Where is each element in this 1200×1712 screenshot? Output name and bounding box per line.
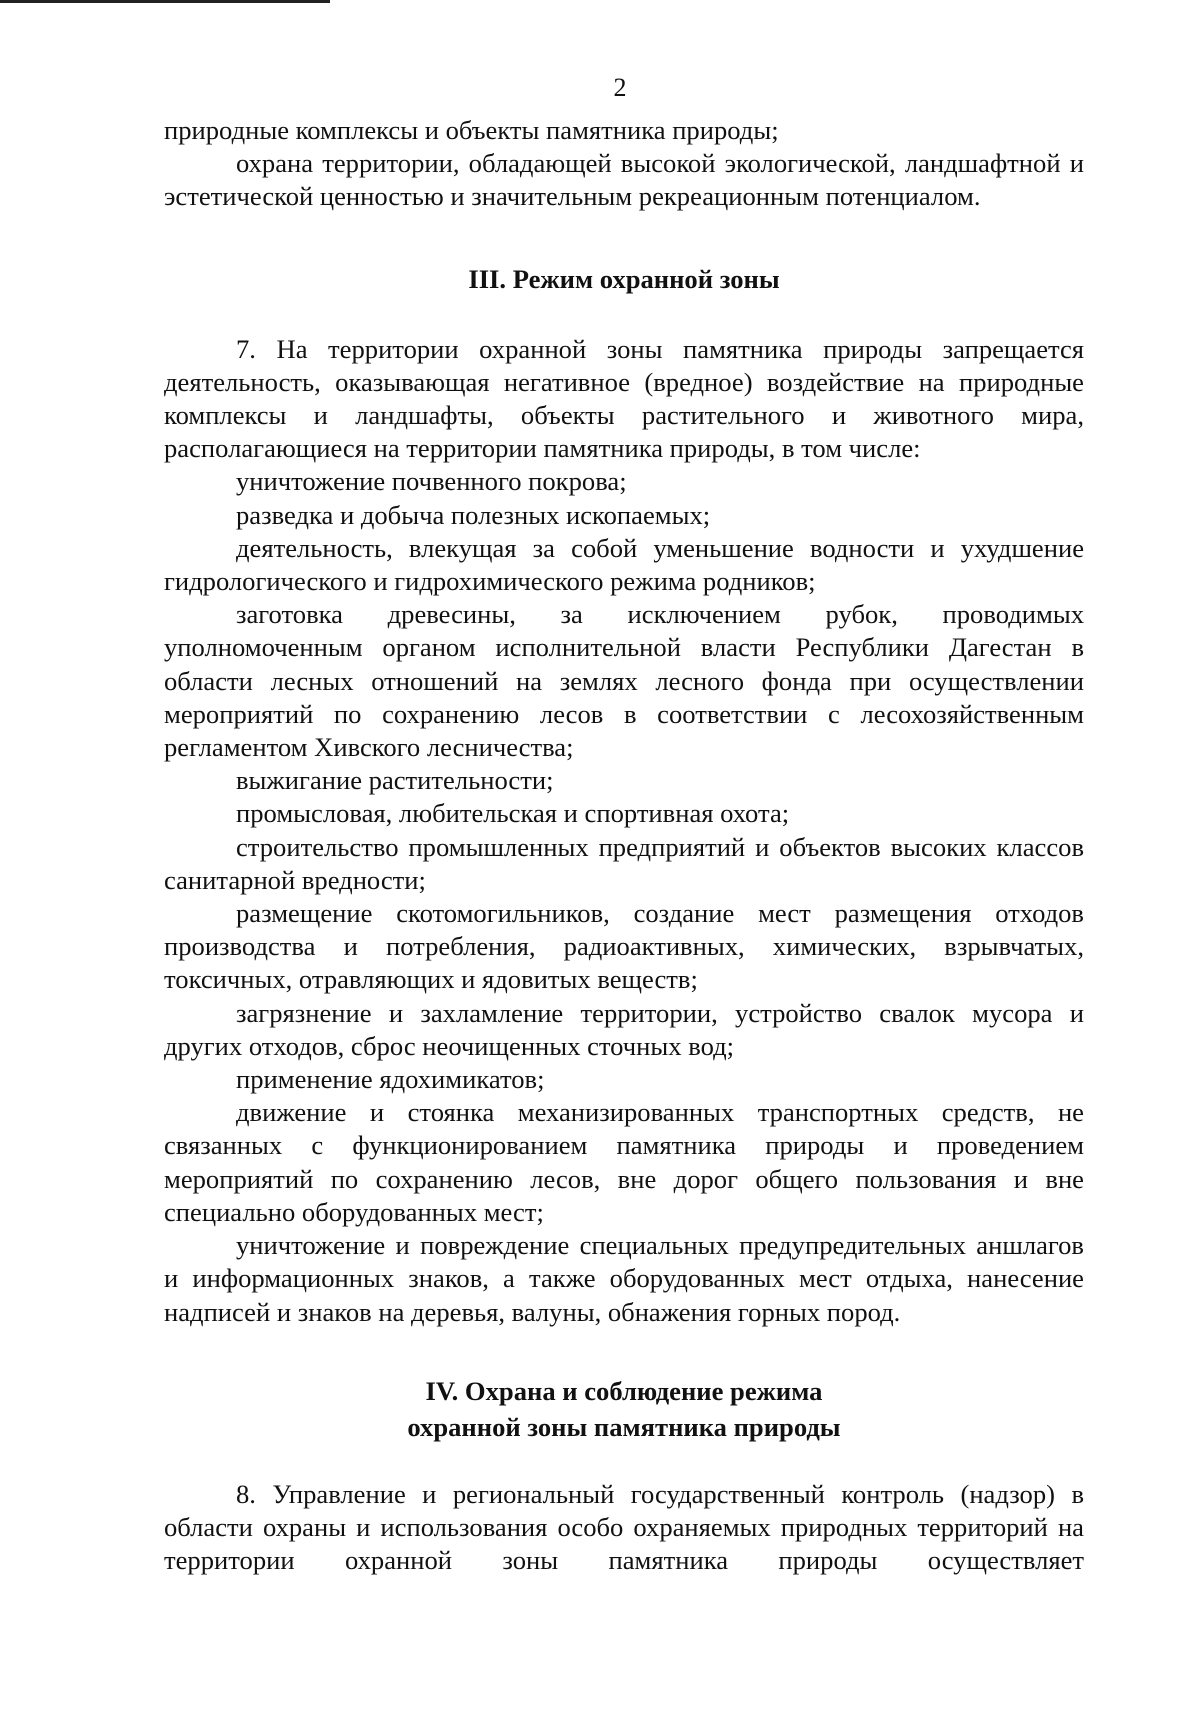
section-4-heading-line-2: охранной зоны памятника природы bbox=[407, 1411, 841, 1442]
list-item: уничтожение и повреждение специальных предупредительных аншлагов и информационных знаков, а также оборудованных мест отдыха, нанесение надписей и знаков на деревья, валуны, обнажения горных пород. bbox=[164, 1230, 1084, 1327]
section-4-heading-line-1: IV. Охрана и соблюдение режима bbox=[425, 1375, 823, 1406]
intro-line: природные комплексы и объекты памятника природы; bbox=[164, 115, 779, 145]
scan-edge-line bbox=[0, 0, 330, 3]
list-item: разведка и добыча полезных ископаемых; bbox=[236, 499, 711, 530]
intro-paragraph: охрана территории, обладающей высокой экологической, ландшафтной и эстетической ценностью и значительным рекреационным потенциалом. bbox=[164, 148, 1084, 212]
item-8-paragraph: 8. Управление и региональный государственный контроль (надзор) в области охраны и использования особо охраняемых природных территорий на территории охранной зоны памятника природы осуществляет bbox=[164, 1478, 1084, 1576]
list-item: применение ядохимикатов; bbox=[236, 1064, 545, 1095]
list-item: загрязнение и захламление территории, устройство свалок мусора и других отходов, сброс неочищенных сточных вод; bbox=[164, 997, 1084, 1061]
document-body bbox=[164, 114, 1084, 1577]
list-item: деятельность, влекущая за собой уменьшение водности и ухудшение гидрологического и гидрохимического режима родников; bbox=[164, 532, 1084, 597]
list-item: движение и стоянка механизированных транспортных средств, не связанных с функционированием памятника природы и проведением мероприятий по сохранению лесов, вне дорог общего пользования и вне специально оборудованных мест; bbox=[164, 1097, 1084, 1227]
page-number: 2 bbox=[613, 73, 627, 102]
list-item: размещение скотомогильников, создание мест размещения отходов производства и потребления, радиоактивных, химических, взрывчатых, токсичных, отравляющих и ядовитых веществ; bbox=[164, 898, 1084, 995]
list-item: выжигание растительности; bbox=[236, 765, 554, 796]
section-3-heading: III. Режим охранной зоны bbox=[468, 263, 780, 294]
list-item: заготовка древесины, за исключением рубок, проводимых уполномоченным органом исполнительной власти Республики Дагестан в области лесных отношений на землях лесного фонда при осуществлении мероприятий по сохранению лесов в соответствии с лесохозяйственным регламентом Хивского лесничества; bbox=[164, 599, 1084, 763]
section-4-heading bbox=[164, 1373, 1084, 1445]
list-item: промысловая, любительская и спортивная охота; bbox=[236, 798, 790, 829]
list-item: строительство промышленных предприятий и объектов высоких классов санитарной вредности; bbox=[164, 831, 1084, 895]
item-7-paragraph: 7. На территории охранной зоны памятника природы запрещается деятельность, оказывающая негативное (вредное) воздействие на природные комплексы и ландшафты, объекты растительного и животного мира, располагающиеся на территории памятника природы, в том числе: bbox=[164, 333, 1084, 464]
list-item: уничтожение почвенного покрова; bbox=[236, 466, 627, 497]
